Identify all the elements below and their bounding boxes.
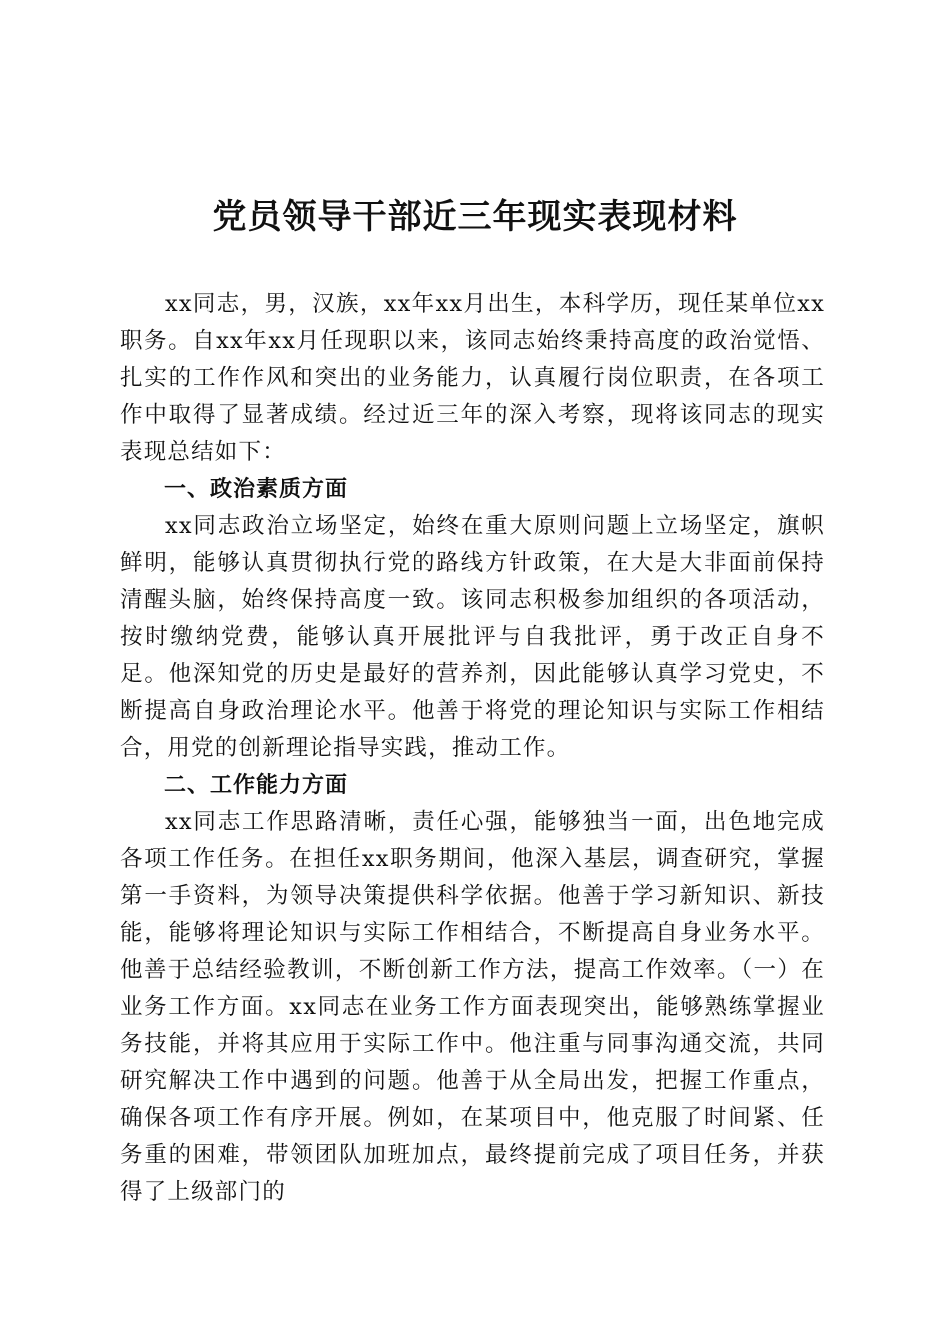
- section-heading-political: 一、政治素质方面: [164, 477, 349, 502]
- section-heading-ability: 二、工作能力方面: [164, 773, 349, 798]
- section-body-political: xx同志政治立场坚定，始终在重大原则问题上立场坚定，旗帜鲜明，能够认真贯彻执行党的路线方针政策，在大是大非面前保持清醒头脑，始终保持高度一致。该同志积极参加组织的各项活动，按时缴纳党费，能够认真开展批评与自我批评，勇于改正自身不足。他深知党的历史是最好的营养剂，因此能够认真学习党史，不断提高自身政治理论水平。他善于将党的理论知识与实际工作相结合，用党的创新理论指导实践，推动工作。: [120, 513, 825, 761]
- document-title: 党员领导干部近三年现实表现材料: [212, 197, 738, 237]
- section-body-ability: xx同志工作思路清晰，责任心强，能够独当一面，出色地完成各项工作任务。在担任xx职务期间，他深入基层，调查研究，掌握第一手资料，为领导决策提供科学依据。他善于学习新知识、新技能，能够将理论知识与实际工作相结合，不断提高自身业务水平。他善于总结经验教训，不断创新工作方法，提高工作效率。（一）在业务工作方面。xx同志在业务工作方面表现突出，能够熟练掌握业务技能，并将其应用于实际工作中。他注重与同事沟通交流，共同研究解决工作中遇到的问题。他善于从全局出发，把握工作重点，确保各项工作有序开展。例如，在某项目中，他克服了时间紧、任务重的困难，带领团队加班加点，最终提前完成了项目任务，并获得了上级部门的: [120, 809, 825, 1205]
- document-body: [120, 286, 825, 1211]
- intro-paragraph: xx同志，男，汉族，xx年xx月出生，本科学历，现任某单位xx职务。自xx年xx月任现职以来，该同志始终秉持高度的政治觉悟、扎实的工作作风和突出的业务能力，认真履行岗位职责，在各项工作中取得了显著成绩。经过近三年的深入考察，现将该同志的现实表现总结如下：: [120, 291, 825, 465]
